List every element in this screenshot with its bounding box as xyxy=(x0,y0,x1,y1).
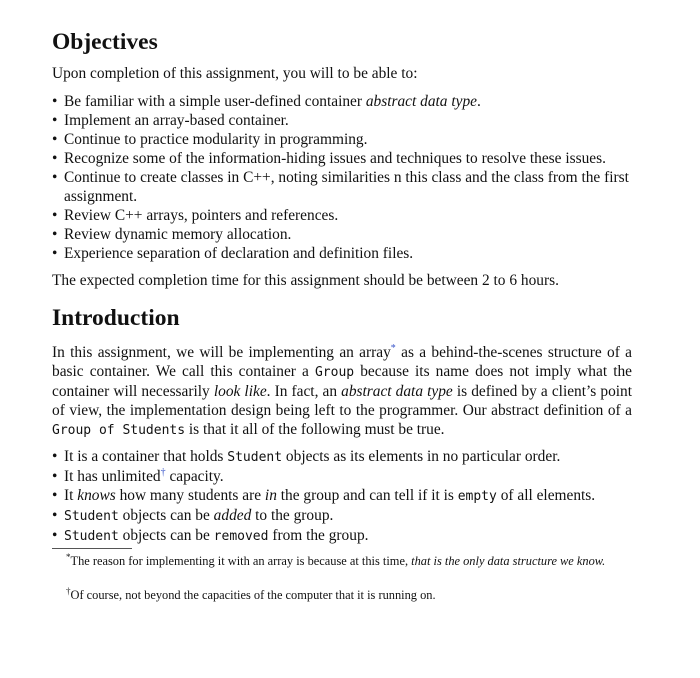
footnote-ref-dagger[interactable]: † xyxy=(160,466,166,478)
list-item: • Review C++ arrays, pointers and references. xyxy=(52,206,632,225)
list-item: • Be familiar with a simple user-defined container abstract data type. xyxy=(52,92,632,111)
list-item: • It is a container that holds Student objects as its elements in no particular order. xyxy=(52,447,632,467)
list-item: • Review dynamic memory allocation. xyxy=(52,225,632,244)
list-item: • Student objects can be added to the group. xyxy=(52,506,632,526)
objectives-heading: Objectives xyxy=(52,29,158,55)
list-item: • Continue to create classes in C++, noting similarities n this class and the class from the first assignment. xyxy=(52,168,632,206)
footnote-ref-asterisk[interactable]: * xyxy=(390,342,396,354)
list-item: • Recognize some of the information-hiding issues and techniques to resolve these issues. xyxy=(52,149,632,168)
footnote-1: *The reason for implementing it with an array is because at this time, that is the only data structure we know. xyxy=(66,551,606,568)
footnote-2: †Of course, not beyond the capacities of the computer that it is running on. xyxy=(66,585,436,602)
footnote-divider xyxy=(52,548,132,549)
introduction-heading: Introduction xyxy=(52,305,180,331)
expected-time-text: The expected completion time for this assignment should be between 2 to 6 hours. xyxy=(52,272,559,289)
list-item: • It knows how many students are in the group and can tell if it is empty of all elements. xyxy=(52,486,632,506)
objectives-lead: Upon completion of this assignment, you will to be able to: xyxy=(52,65,418,82)
list-item: • Continue to practice modularity in programming. xyxy=(52,130,632,149)
introduction-list xyxy=(52,447,632,546)
list-item: • Student objects can be removed from the group. xyxy=(52,526,632,546)
list-item: • Experience separation of declaration and definition files. xyxy=(52,244,632,263)
introduction-paragraph: In this assignment, we will be implementing an array* as a behind-the-scenes structure of a basic container. We call this container a Group because its name does not imply what the container will necessarily look like. In fact, an abstract data type is defined by a client’s point of view, the implementation design being left to the programmer. Our abstract definition of a Group of Students is that it all of the following must be true. xyxy=(52,342,633,438)
list-item: • It has unlimited† capacity. xyxy=(52,467,632,486)
objectives-list xyxy=(52,92,632,263)
list-item: • Implement an array-based container. xyxy=(52,111,632,130)
